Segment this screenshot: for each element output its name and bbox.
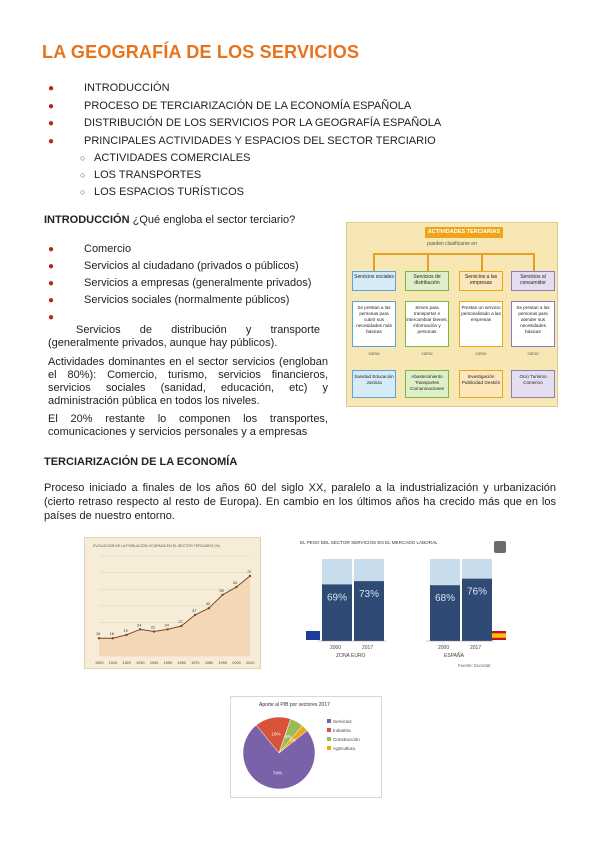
bullet-icon: ●	[48, 295, 55, 306]
data-point	[125, 634, 127, 636]
data-point	[249, 575, 251, 577]
data-point	[180, 625, 182, 627]
bullet-icon: ●	[48, 100, 55, 112]
intro-paragraph-2: El 20% restante lo componen los transportes, comunicaciones y servicios personales y a empresas	[48, 413, 328, 438]
arrow-icon	[533, 253, 535, 271]
legend-label: Construcción	[333, 737, 360, 742]
diagram-subtitle: pueden clasificarse en	[427, 241, 477, 247]
x-tick-label: 1950	[163, 661, 173, 665]
data-point	[98, 637, 100, 639]
data-label: 24	[164, 623, 169, 628]
x-tick-label: 2000	[330, 645, 342, 651]
chart-title: Aporte al PIB por sectores 2017	[259, 702, 330, 708]
outline-item: ● DISTRIBUCIÓN DE LOS SERVICIOS POR LA GEOGRAFÍA ESPAÑOLA	[48, 115, 441, 133]
x-tick-label: 1960	[177, 661, 186, 665]
x-tick-label: 1900	[95, 661, 104, 665]
diagram-connector	[373, 253, 533, 255]
diagram-description: Se prestan a las personas para atender sus necesidades básicas	[511, 301, 555, 347]
diagram-category: Servicios sociales	[352, 271, 396, 291]
slice-label: 3%	[289, 737, 296, 743]
data-label: 22	[150, 625, 156, 630]
x-tick-label: 2017	[362, 645, 374, 651]
section-heading: TERCIARIZACIÓN DE LA ECONOMÍA	[44, 456, 238, 468]
x-tick-label: 1970	[191, 661, 200, 665]
data-point	[208, 607, 210, 609]
slice-label: 16%	[271, 731, 281, 737]
legend-label: Industria	[333, 728, 351, 733]
circle-bullet-icon: ○	[80, 153, 86, 163]
data-point	[235, 586, 237, 588]
data-point	[194, 614, 196, 616]
chart-svg	[85, 538, 260, 668]
intro-item: ● Servicios al ciudadano (privados o públicos)	[48, 260, 299, 272]
diagram-como-label: como	[421, 351, 433, 356]
diagram-como-label: como	[475, 351, 487, 356]
suboutline-list	[80, 150, 250, 201]
intro-item: ● Servicios a empresas (generalmente privados)	[48, 277, 312, 289]
hand-pointer-icon	[494, 541, 506, 553]
x-tick-label: 2000	[232, 661, 241, 665]
bullet-icon: ●	[48, 135, 55, 147]
circle-bullet-icon: ○	[80, 170, 86, 180]
x-tick-label: 1910	[108, 661, 118, 665]
x-tick-label: 1940	[149, 661, 159, 665]
bar-value-label: 76%	[467, 586, 488, 598]
outline-item: ● INTRODUCCIÓN	[48, 80, 441, 98]
data-point	[166, 628, 168, 630]
arrow-icon	[373, 253, 375, 271]
diagram-examples: Investigación Publicidad Gestión	[459, 370, 503, 398]
x-tick-label: 2010	[246, 661, 255, 665]
legend-label: Agricultura	[333, 746, 355, 751]
x-tick-label: 2000	[438, 645, 450, 651]
diagram-description: Sirven para transportar e intercambiar bienes, información y personas	[405, 301, 449, 347]
chart-area	[99, 576, 250, 656]
group-label: ESPAÑA	[444, 653, 464, 659]
arrow-icon	[427, 253, 429, 271]
outline-item: ● PRINCIPALES ACTIVIDADES Y ESPACIOS DEL SECTOR TERCIARIO	[48, 133, 441, 151]
legend-swatch	[327, 737, 331, 741]
data-point	[139, 628, 141, 630]
chart-svg	[231, 697, 381, 797]
bullet-icon: ●	[48, 261, 55, 272]
labour-market-chart	[300, 535, 520, 675]
data-label: 16	[96, 632, 101, 637]
bullet-icon: ●	[48, 278, 55, 289]
bullet-icon: ●	[48, 244, 55, 255]
diagram-examples: Ocio Turismo Comercio	[511, 370, 555, 398]
data-label: 24	[137, 623, 142, 628]
outline-list	[48, 80, 441, 150]
chart-svg	[300, 535, 520, 675]
x-tick-label: 1930	[136, 661, 145, 665]
diagram-como-label: como	[368, 351, 380, 356]
data-label: 43	[205, 602, 211, 607]
bar-value-label: 73%	[359, 589, 380, 601]
diagram-title: ACTIVIDADES TERCIARIAS	[425, 227, 503, 238]
x-tick-label: 2017	[470, 645, 482, 651]
intro-heading: INTRODUCCIÓN ¿Qué engloba el sector terciario?	[44, 214, 296, 226]
tertiary-activities-diagram	[346, 222, 558, 407]
diagram-description: Prestan un servicio personalizado a las empresas	[459, 301, 503, 347]
employment-evolution-chart	[84, 537, 261, 669]
data-label: 62	[233, 581, 238, 586]
page-title: LA GEOGRAFÍA DE LOS SERVICIOS	[42, 42, 360, 62]
chart-title: EL PESO DEL SECTOR SERVICIOS EN EL MERCADO LABORAL	[300, 540, 438, 545]
x-tick-label: 1980	[204, 661, 214, 665]
chart-title: EVOLUCIÓN DE LA POBLACIÓN OCUPADA EN EL SECTOR TERCIARIO (%)	[93, 544, 220, 548]
diagram-category: Servicios a las empresas	[459, 271, 503, 291]
diagram-category: Servicios al consumidor	[511, 271, 555, 291]
x-tick-label: 1920	[122, 661, 131, 665]
diagram-category: Servicios de distribución	[405, 271, 449, 291]
intro-item: ● Comercio	[48, 243, 132, 255]
intro-item: ● Servicios de distribución y transporte (generalmente privados, aunque hay públicos).	[48, 312, 320, 349]
bar-value-label: 68%	[435, 593, 456, 605]
suboutline-item: ○ LOS TRANSPORTES	[80, 167, 250, 184]
arrow-icon	[481, 253, 483, 271]
legend-swatch	[327, 728, 331, 732]
diagram-examples: Abastecimiento Transportes Comunicaciones	[405, 370, 449, 398]
gdp-pie-chart	[230, 696, 382, 798]
data-point	[153, 630, 155, 632]
suboutline-item: ○ ACTIVIDADES COMERCIALES	[80, 150, 250, 167]
data-point	[221, 594, 223, 596]
data-label: 19	[123, 628, 128, 633]
section-paragraph: Proceso iniciado a finales de los años 60 del siglo XX, paralelo a la industrialización y urbanización (cierto retraso respecto al resto de Europa). En cambio en los últimos años ha crecido más que en los países de nuestro entorno.	[44, 482, 556, 522]
data-label: 16	[109, 632, 114, 637]
data-label: 27	[178, 620, 183, 624]
bullet-icon: ●	[48, 83, 55, 94]
intro-item: ● Servicios sociales (normalmente públicos)	[48, 294, 290, 306]
data-label: 55	[219, 588, 224, 593]
diagram-description: Se prestan a las personas para cubrir sus necesidades más básicas	[352, 301, 396, 347]
legend-swatch	[327, 719, 331, 723]
slice-label: 74%	[272, 770, 282, 776]
legend-swatch	[327, 746, 331, 750]
chart-source: Fuente: Eurostat	[458, 663, 491, 668]
legend-label: Servicios	[333, 719, 352, 724]
data-point	[112, 637, 114, 639]
intro-list	[48, 243, 328, 354]
eu-flag-icon	[306, 631, 320, 640]
spain-flag-icon	[492, 633, 506, 638]
diagram-como-label: como	[527, 351, 539, 356]
bar-value-label: 69%	[327, 592, 348, 604]
bullet-icon: ●	[48, 118, 55, 129]
data-label: 72	[247, 570, 252, 574]
circle-bullet-icon: ○	[80, 187, 86, 197]
outline-item: ● PROCESO DE TERCIARIZACIÓN DE LA ECONOMÍA ESPAÑOLA	[48, 98, 441, 116]
slice-label: 6%	[284, 733, 292, 739]
intro-paragraph-1: Actividades dominantes en el sector servicios (engloban el 80%): Comercio, turismo, servicios financieros, servicios sociales (sanidad, educación, etc) y administración pública en todos los niveles.	[48, 356, 328, 407]
diagram-examples: Sanidad Educación Justicia	[352, 370, 396, 398]
x-tick-label: 1990	[218, 661, 227, 665]
group-label: ZONA EURO	[336, 653, 366, 659]
data-label: 37	[192, 608, 197, 613]
bullet-icon: ●	[48, 312, 55, 323]
suboutline-item: ○ LOS ESPACIOS TURÍSTICOS	[80, 184, 250, 201]
